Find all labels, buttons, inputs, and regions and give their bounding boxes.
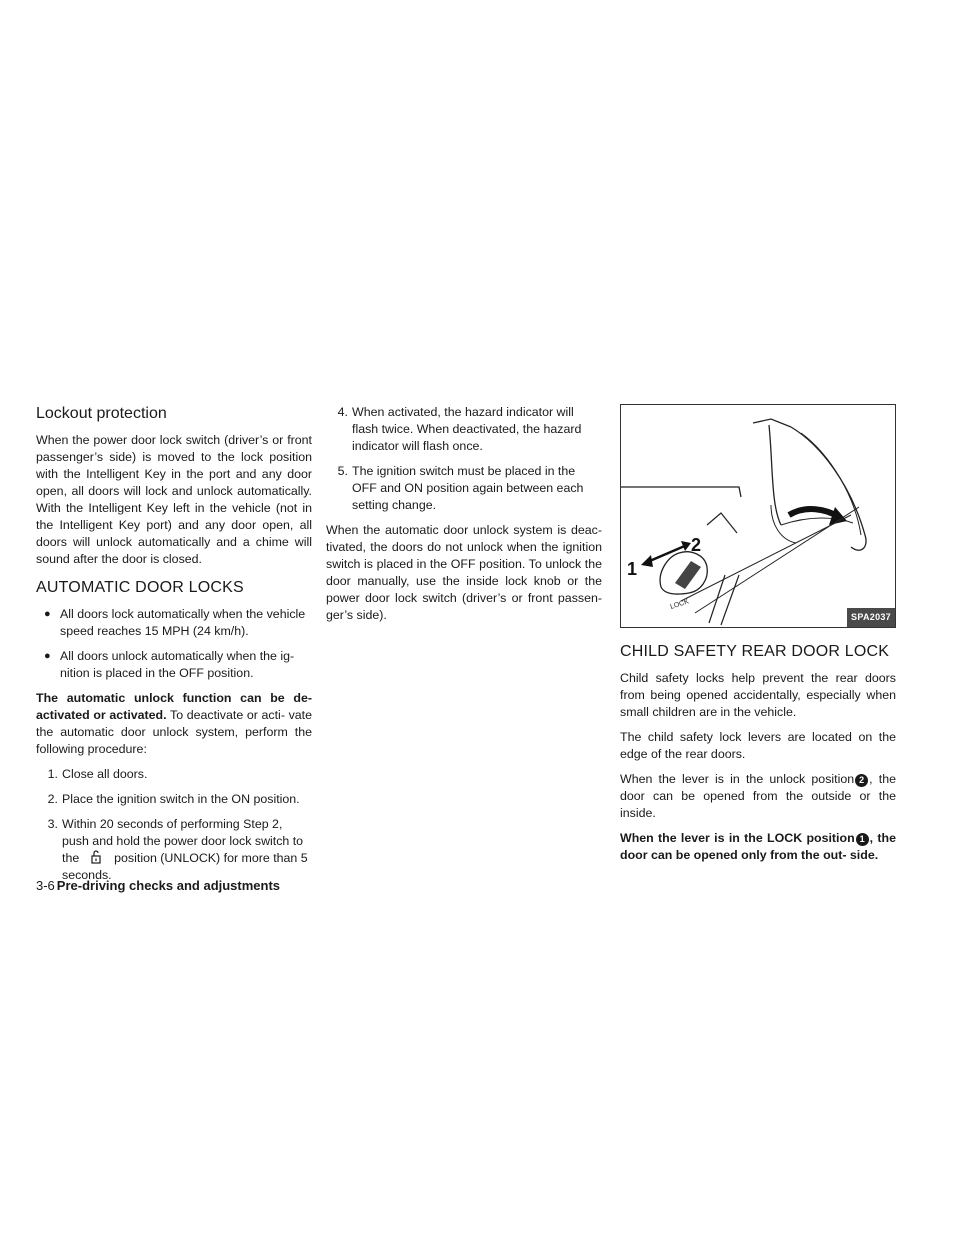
child-safety-heading: CHILD SAFETY REAR DOOR LOCK (620, 643, 890, 660)
section-title: Pre-driving checks and adjustments (56, 878, 281, 893)
child-safety-paragraph-3 (620, 771, 896, 822)
bullet-text: All doors lock automatically when the vehicle speed reaches 15 MPH (24 km/h). (60, 607, 306, 638)
step-text: Close all doors. (62, 767, 148, 781)
step-item (36, 791, 312, 808)
page-number: 3-6 (36, 878, 55, 893)
step-text: Place the ignition switch in the ON position. (62, 792, 300, 806)
figure-code: SPA2037 (847, 608, 895, 627)
auto-unlock-bold: The automatic unlock function can be de- activated or activated. (36, 691, 312, 722)
child-safety-paragraph-2: The child safety lock levers are located on the edge of the rear doors. (620, 730, 896, 761)
unlock-key-icon (87, 850, 105, 864)
automatic-door-locks-heading: AUTOMATIC DOOR LOCKS (36, 579, 244, 596)
step-text-tail: position (UNLOCK) for more than 5 seconds. (62, 851, 308, 882)
circled-number-icon: 1 (856, 833, 869, 846)
child-safety-paragraph-1: Child safety locks help prevent the rear doors from being opened accidentally, especially when small children are in the vehicle. (620, 671, 896, 719)
para4-text-tail: , the door can be opened only from the out- side. (620, 831, 896, 862)
step-number: 3. (47, 817, 58, 831)
para3-text: When the lever is in the unlock position (620, 772, 855, 786)
page-footer (36, 878, 596, 893)
deactivated-paragraph: When the automatic door unlock system is deac- tivated, the doors do not unlock when the ignition switch is placed in the OFF position. To unlock the door manually, use the inside lock knob or the power door lock switch (driver’s or front passen- ger’s side). (326, 523, 602, 622)
step-item (326, 404, 602, 455)
bullet-icon: ● (44, 608, 51, 620)
para3-text-tail: , the door can be opened from the outside or the inside. (620, 772, 896, 820)
figure-label-2: 2 (691, 535, 702, 555)
column-left (36, 404, 312, 892)
child-lock-illustration (621, 405, 896, 628)
bullet-text: All doors unlock automatically when the ig- nition is placed in the OFF position. (60, 649, 295, 680)
step-item (36, 766, 312, 783)
column-right (620, 404, 896, 872)
auto-unlock-rest: To deactivate or acti- vate the automatic door unlock system, perform the following procedure: (36, 708, 313, 756)
figure-label-1: 1 (627, 559, 638, 579)
auto-unlock-paragraph (36, 690, 312, 758)
column-middle (326, 404, 602, 632)
lockout-protection-heading: Lockout protection (36, 405, 167, 422)
step-number: 2. (47, 792, 58, 806)
lockout-protection-paragraph: When the power door lock switch (driver’s or front passenger’s side) is moved to the lock position with the Intelligent Key in the port and any door open, all doors will lock and unlock automatically. With the Intelligent Key left in the vehicle (not in the Intelligent Key port) and any door open, all doors will unlock automatically and a chime will sound after the door is closed. (36, 433, 312, 566)
child-safety-paragraph-4 (620, 830, 896, 864)
bullet-item (36, 648, 312, 682)
step-item (326, 463, 602, 514)
step-text: When activated, the hazard indicator will flash twice. When deactivated, the hazard indicator will flash once. (352, 405, 582, 453)
step-text: Within 20 seconds of performing Step 2, push and hold the power door lock switch to the (62, 817, 304, 865)
bullet-icon: ● (44, 650, 51, 662)
step-number: 5. (337, 464, 348, 478)
child-lock-figure (620, 404, 896, 628)
step-number: 4. (337, 405, 348, 419)
step-item (36, 816, 312, 884)
para4-text: When the lever is in the LOCK position (620, 831, 855, 845)
step-number: 1. (47, 767, 58, 781)
figure-lock-label: LOCK (669, 598, 690, 611)
step-text: The ignition switch must be placed in the OFF and ON position again between each setting change. (352, 464, 584, 512)
circled-number-icon: 2 (855, 774, 868, 787)
bullet-item (36, 606, 312, 640)
